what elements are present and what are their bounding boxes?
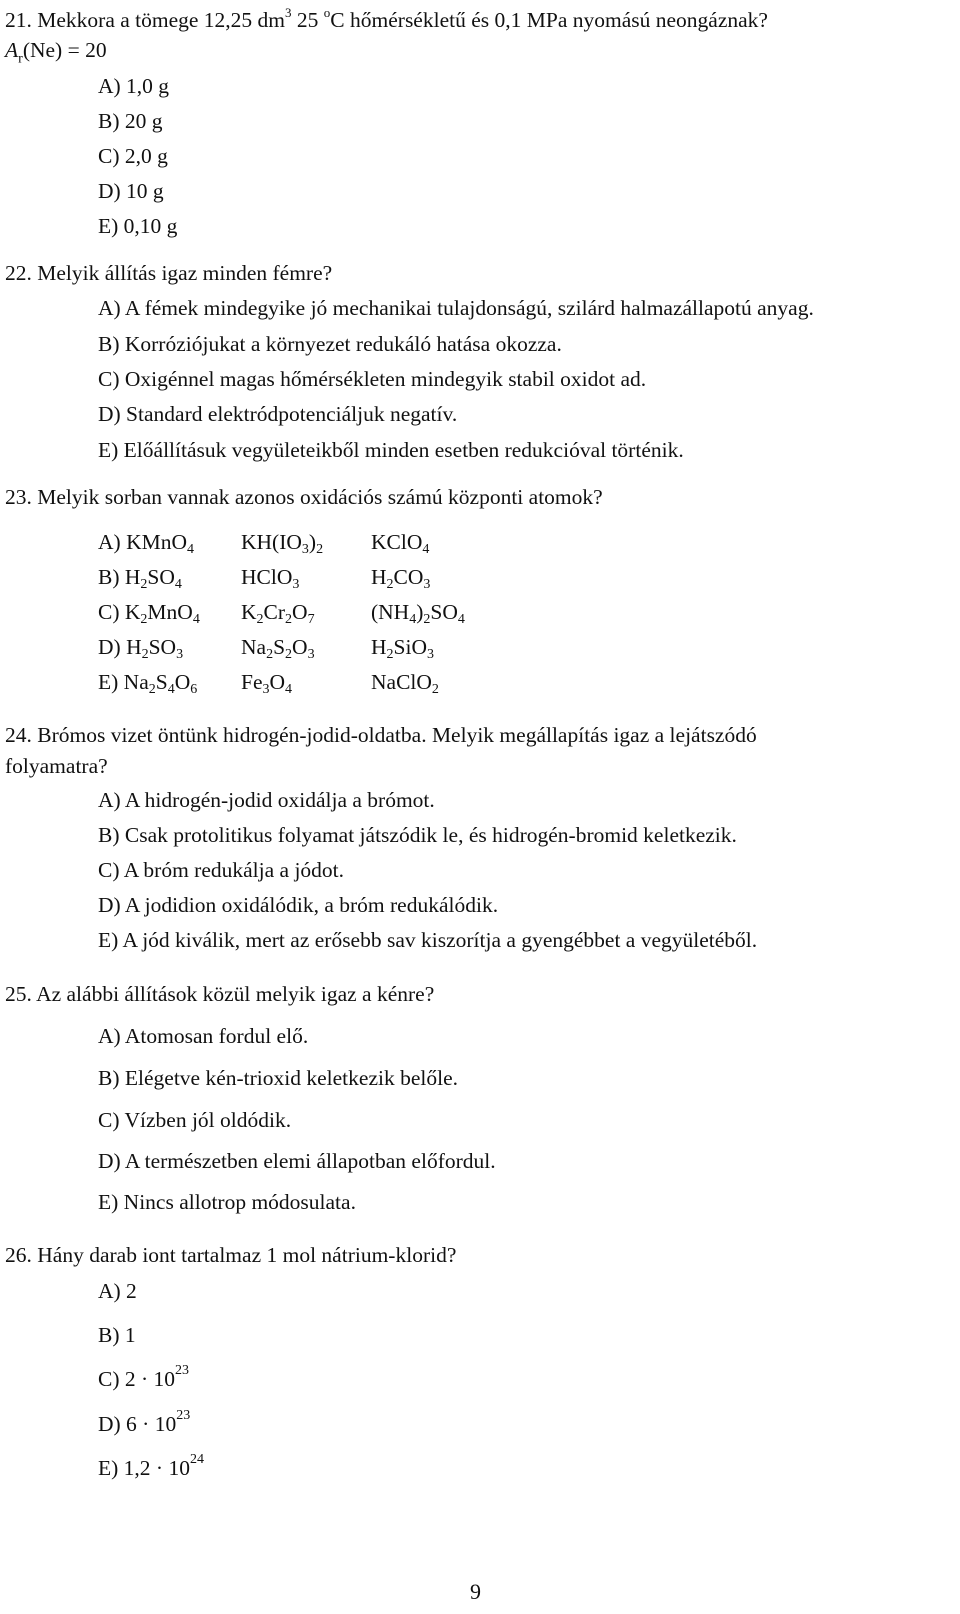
q23-option-c-formula-2: K2Cr2O7 xyxy=(241,600,315,627)
q23-option-letter: B) xyxy=(98,565,125,589)
q22-stem: 22. Melyik állítás igaz minden fémre? xyxy=(5,261,333,285)
q23-option-letter: E) xyxy=(98,670,124,694)
q23-option-d-formula-2: Na2S2O3 xyxy=(241,635,315,662)
q22-option-e[interactable]: E) Előállításuk vegyületeikből minden esetben redukcióval történik. xyxy=(98,438,684,462)
q21-option-b[interactable]: B) 20 g xyxy=(98,109,163,133)
q21-option-c[interactable]: C) 2,0 g xyxy=(98,144,168,168)
q26-stem: 26. Hány darab iont tartalmaz 1 mol nátrium-klorid? xyxy=(5,1243,457,1267)
q21-stem: 21. Mekkora a tömege 12,25 $dm^3$ 25 $^o$C hőmérsékletű és 0,1 MPa nyomású neongáznak? xyxy=(5,5,768,33)
q23-option-e-formula-1[interactable]: E) Na2S4O6 xyxy=(98,670,198,697)
q22-option-a[interactable]: A) A fémek mindegyike jó mechanikai tulajdonságú, szilárd halmazállapotú anyag. xyxy=(98,296,814,320)
q24-option-d[interactable]: D) A jodidion oxidálódik, a bróm redukálódik. xyxy=(98,893,499,917)
page-number: 9 xyxy=(470,1579,481,1604)
q24-stem-line2: folyamatra? xyxy=(5,754,108,778)
q26-option-d[interactable]: D) $6 \cdot 10^{23}$ xyxy=(98,1408,191,1437)
q23-option-e-formula-3: NaClO2 xyxy=(371,670,439,697)
q25-option-b[interactable]: B) Elégetve kén-trioxid keletkezik belőle. xyxy=(98,1066,458,1090)
q23-option-letter: A) xyxy=(98,530,127,554)
q26-option-b[interactable]: B) 1 xyxy=(98,1323,136,1347)
q25-stem: 25. Az alábbi állítások közül melyik igaz a kénre? xyxy=(5,982,435,1006)
q23-option-c-formula-3: (NH4)2SO4 xyxy=(371,600,465,627)
q23-option-d-formula-1[interactable]: D) H2SO3 xyxy=(98,635,184,662)
q23-option-e-formula-2: Fe3O4 xyxy=(241,670,293,697)
q23-option-letter: C) xyxy=(98,600,125,624)
q25-option-a[interactable]: A) Atomosan fordul elő. xyxy=(98,1024,309,1048)
q22-option-c[interactable]: C) Oxigénnel magas hőmérsékleten mindegyik stabil oxidot ad. xyxy=(98,367,647,391)
q26-option-e[interactable]: E) $1,2 \cdot 10^{24}$ xyxy=(98,1452,204,1481)
q22-option-d[interactable]: D) Standard elektródpotenciáljuk negatív. xyxy=(98,402,458,426)
q21-option-d[interactable]: D) 10 g xyxy=(98,179,164,203)
q23-option-a-formula-1[interactable]: A) KMnO4 xyxy=(98,530,194,557)
q21-option-a[interactable]: A) 1,0 g xyxy=(98,74,170,98)
q23-option-b-formula-1[interactable]: B) H2SO4 xyxy=(98,565,182,592)
q24-option-e[interactable]: E) A jód kiválik, mert az erősebb sav kiszorítja a gyengébbet a vegyületéből. xyxy=(98,928,758,952)
q26-option-c[interactable]: C) $2 \cdot 10^{23}$ xyxy=(98,1363,190,1392)
q23-option-b-formula-3: H2CO3 xyxy=(371,565,431,592)
q23-option-b-formula-2: HClO3 xyxy=(241,565,300,592)
q24-option-c[interactable]: C) A bróm redukálja a jódot. xyxy=(98,858,345,882)
q23-stem: 23. Melyik sorban vannak azonos oxidációs számú központi atomok? xyxy=(5,485,603,509)
q26-option-a[interactable]: A) 2 xyxy=(98,1279,137,1303)
q25-option-d[interactable]: D) A természetben elemi állapotban előfordul. xyxy=(98,1149,496,1173)
q23-option-d-formula-3: H2SiO3 xyxy=(371,635,434,662)
q25-option-e[interactable]: E) Nincs allotrop módosulata. xyxy=(98,1190,356,1214)
q22-option-b[interactable]: B) Korróziójukat a környezet redukáló hatása okozza. xyxy=(98,332,562,356)
q25-option-c[interactable]: C) Vízben jól oldódik. xyxy=(98,1108,292,1132)
q23-option-a-formula-2: KH(IO3)2 xyxy=(241,530,324,557)
q24-option-b[interactable]: B) Csak protolitikus folyamat játszódik le, és hidrogén-bromid keletkezik. xyxy=(98,823,737,847)
q24-option-a[interactable]: A) A hidrogén-jodid oxidálja a brómot. xyxy=(98,788,435,812)
q23-option-a-formula-3: KClO4 xyxy=(371,530,430,557)
q23-option-letter: D) xyxy=(98,635,127,659)
q23-option-c-formula-1[interactable]: C) K2MnO4 xyxy=(98,600,200,627)
q21-option-e[interactable]: E) 0,10 g xyxy=(98,214,178,238)
q21-molar-mass: $A_r(Ne) = 20$ xyxy=(5,38,107,67)
q24-stem-line1: 24. Brómos vizet öntünk hidrogén-jodid-oldatba. Melyik megállapítás igaz a lejátszódó xyxy=(5,723,757,747)
